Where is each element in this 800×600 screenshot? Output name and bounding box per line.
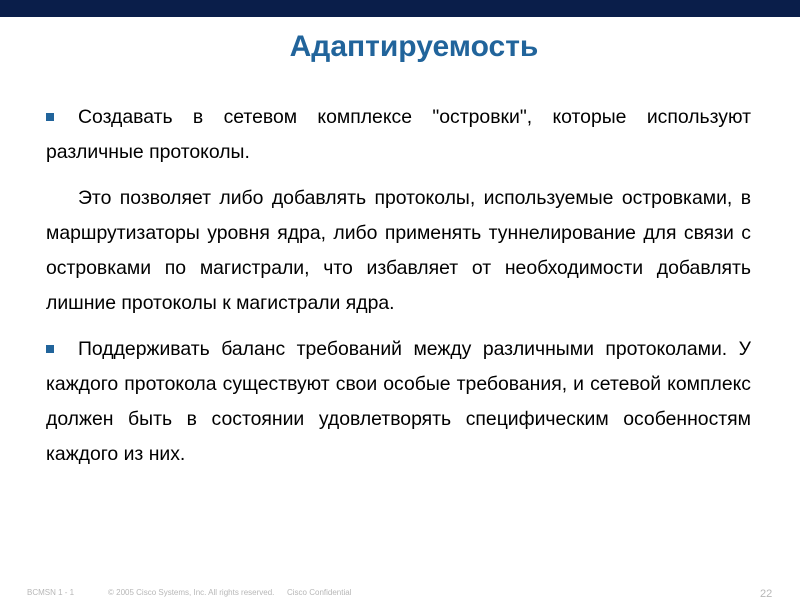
page-number: 22 xyxy=(760,588,773,600)
slide-body xyxy=(46,100,751,472)
square-bullet-icon xyxy=(46,113,54,121)
bullet-item-1-text: Создавать в сетевом комплексе "островки", которые используют различные протоколы. xyxy=(46,106,751,163)
bullet-item-2-text: Поддерживать баланс требований между различными протоколами. У каждого протокола существуют свои особые требования, и сетевой комплекс должен быть в состоянии удовлетворять специфическим особенностям каждого из них. xyxy=(46,338,751,465)
footer-confidential: Cisco Confidential xyxy=(287,588,352,597)
footer-course-id: BCMSN 1 - 1 xyxy=(27,588,75,597)
top-banner xyxy=(0,0,800,17)
slide-footer xyxy=(0,585,800,600)
square-bullet-icon xyxy=(46,345,54,353)
slide-title: Адаптируемость xyxy=(289,30,539,63)
bullet-item-1 xyxy=(46,100,751,170)
footer-copyright: © 2005 Cisco Systems, Inc. All rights reserved. xyxy=(108,588,275,597)
bullet-item-2 xyxy=(46,332,751,472)
bullet-item-1-detail: Это позволяет либо добавлять протоколы, используемые островками, в маршрутизаторы уровня ядра, либо применять туннелирование для связи с островками по магистрали, что избавляет от необходимости добавлять лишние протоколы к магистрали ядра. xyxy=(46,187,751,314)
